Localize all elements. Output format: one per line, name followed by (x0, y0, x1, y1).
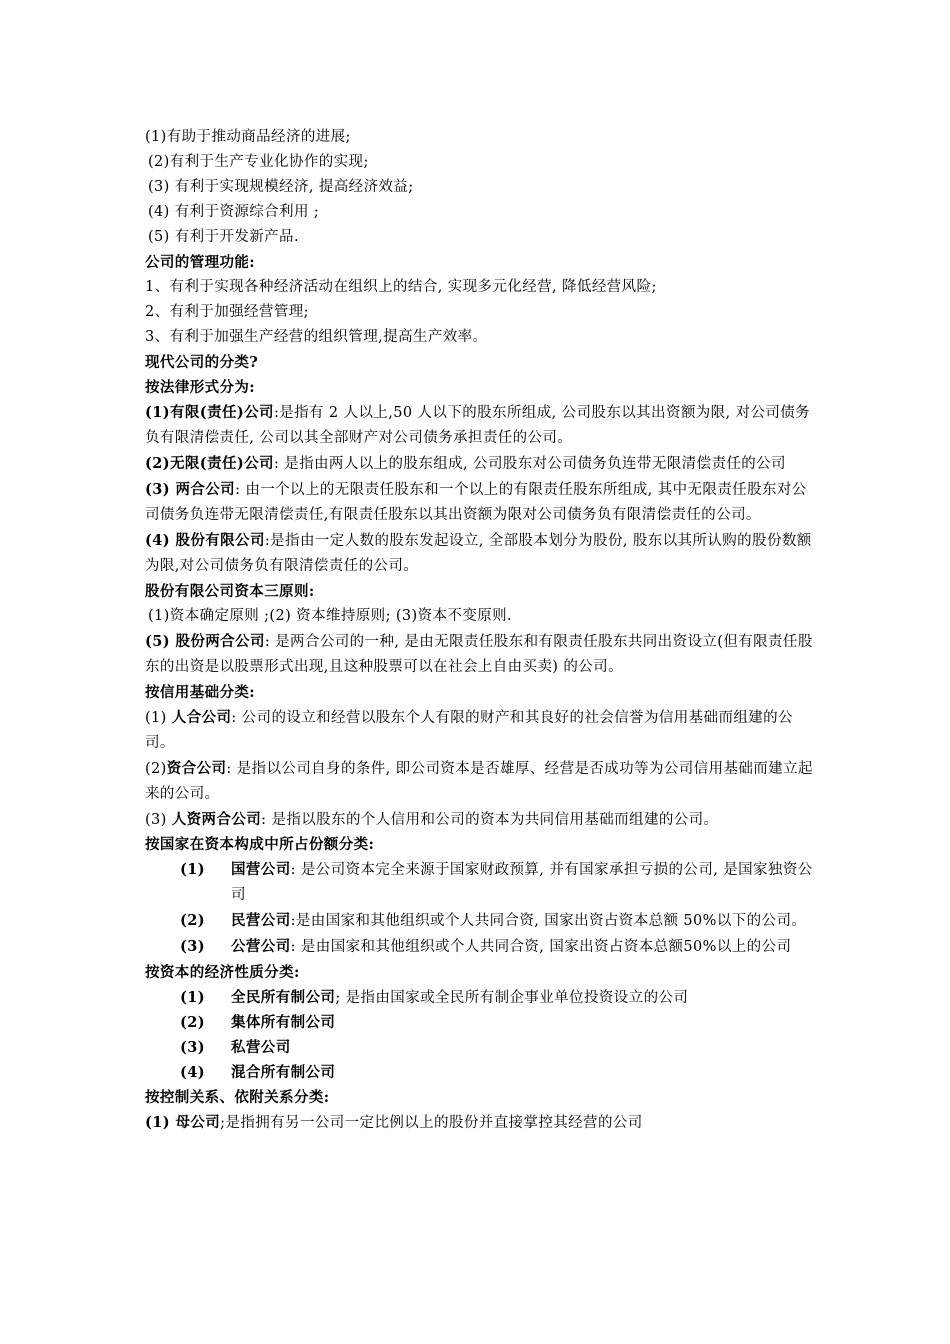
legal-item-2 (145, 451, 815, 477)
credit-item-1-num: (1) (145, 710, 172, 726)
credit-item-3-term: 人资两合公司 (171, 811, 262, 828)
credit-item-1-term: 人合公司 (171, 709, 232, 726)
legal-item-5-desc: : 是两合公司的一种, 是由无限责任股东和有限责任股东共同出资设立(但有限责任股东的出资是以股票形式出现,且这种股票可以在社会上自由买卖) 的公司。 (145, 634, 813, 675)
legal-item-1-desc: :是指有 2 人以上,50 人以下的股东所组成, 公司股东以其出资额为限, 对公司债务负有限清偿责任, 公司以其全部财产对公司债务承担责任的公司。 (145, 405, 811, 446)
state-share-heading: 按国家在资本构成中所占份额分类: (145, 836, 375, 853)
legal-item-4-desc: :是指由一定人数的股东发起设立, 全部股本划分为股份, 股东以其所认购的股份数额为限,对公司债务负有限清偿责任的公司。 (145, 533, 812, 574)
state-item-2-num: (2) (180, 912, 206, 929)
econ-item-1-num: (1) (180, 989, 206, 1006)
econ-item-1-term: 全民所有制公司 (231, 989, 336, 1006)
credit-item-2-term: 资合公司 (166, 760, 227, 777)
credit-item-1-desc: : 公司的设立和经营以股东个人有限的财产和其良好的社会信誉为信用基础而组建的公司。 (145, 710, 793, 751)
legal-form-heading: 按法律形式分为: (145, 379, 256, 396)
credit-item-3-num: (3) (145, 812, 172, 828)
credit-item-3 (145, 807, 815, 832)
econ-item-2 (145, 1010, 815, 1035)
management-item-1: 1、有利于实现各种经济活动在组织上的结合, 实现多元化经营, 降低经营风险; (145, 279, 657, 295)
state-item-3-term: 公营公司 (231, 938, 291, 955)
state-item-2-desc: :是由国家和其他组织或个人共同合资, 国家出资占资本总额 50%以下的公司。 (290, 913, 807, 929)
econ-item-4-num: (4) (180, 1064, 206, 1081)
legal-item-5-term: (5) 股份两合公司 (145, 633, 265, 650)
legal-item-4 (145, 528, 815, 579)
advantage-2: (2)有利于生产专业化协作的实现; (148, 154, 369, 170)
econ-item-4-term: 混合所有制公司 (231, 1064, 336, 1081)
credit-item-2-desc: : 是指以公司自身的条件, 即公司资本是否雄厚、经营是否成功等为公司信用基础而建立起来的公司。 (145, 761, 813, 802)
economic-nature-heading: 按资本的经济性质分类: (145, 964, 300, 981)
management-item-3: 3、有利于加强生产经营的组织管理,提高生产效率。 (145, 329, 488, 345)
econ-item-1 (145, 985, 815, 1010)
econ-item-2-num: (2) (180, 1014, 206, 1031)
control-item-1-term: (1) 母公司 (145, 1114, 221, 1131)
legal-item-3-desc: : 由一个以上的无限责任股东和一个以上的有限责任股东所组成, 其中无限责任股东对公司债务负连带无限清偿责任,有限责任股东以其出资额为限对公司债务负有限清偿责任的公司。 (145, 482, 807, 523)
state-item-1-desc: : 是公司资本完全来源于国家财政预算, 并有国家承担亏损的公司, 是国家独资公司 (231, 862, 813, 903)
state-item-1 (145, 857, 815, 908)
state-item-2-term: 民营公司 (231, 912, 291, 929)
state-item-1-term: 国营公司 (231, 861, 291, 878)
legal-item-1 (145, 400, 815, 451)
credit-item-3-desc: : 是指以股东的个人信用和公司的资本为共同信用基础而组建的公司。 (261, 812, 719, 828)
management-item-2: 2、有利于加强经营管理; (145, 304, 309, 320)
econ-item-1-desc: ; 是指由国家或全民所有制企事业单位投资设立的公司 (335, 990, 689, 1006)
management-heading: 公司的管理功能: (145, 254, 256, 271)
credit-heading: 按信用基础分类: (145, 684, 256, 701)
credit-item-2-num: (2) (145, 761, 167, 777)
econ-item-3-num: (3) (180, 1039, 206, 1056)
control-item-1 (145, 1110, 815, 1135)
legal-item-2-term: (2)无限(责任)公司 (145, 455, 274, 472)
capital-principles-text: (1)资本确定原则 ;(2) 资本维持原则; (3)资本不变原则. (148, 608, 513, 624)
credit-item-1 (145, 705, 815, 756)
state-item-2 (145, 908, 815, 934)
control-relation-heading: 按控制关系、依附关系分类: (145, 1089, 330, 1106)
advantage-4: (4) 有利于资源综合利用 ; (148, 204, 320, 220)
legal-item-1-term: (1)有限(责任)公司 (145, 404, 274, 421)
legal-item-5 (145, 629, 815, 680)
advantage-5: (5) 有利于开发新产品. (148, 229, 299, 245)
econ-item-4 (145, 1060, 815, 1085)
state-item-3 (145, 934, 815, 960)
document-page (145, 125, 815, 1135)
state-item-3-num: (3) (180, 938, 206, 955)
econ-item-2-term: 集体所有制公司 (231, 1014, 336, 1031)
advantage-1: (1)有助于推动商品经济的进展; (145, 129, 351, 145)
state-item-3-desc: : 是由国家和其他组织或个人共同合资, 国家出资占资本总额50%以上的公司 (290, 939, 792, 955)
advantage-3: (3) 有利于实现规模经济, 提高经济效益; (148, 179, 414, 195)
state-item-1-num: (1) (180, 861, 206, 878)
econ-item-3-term: 私营公司 (231, 1039, 291, 1056)
legal-item-3 (145, 477, 815, 528)
control-item-1-desc: ;是指拥有另一公司一定比例以上的股份并直接掌控其经营的公司 (220, 1115, 643, 1131)
econ-item-3 (145, 1035, 815, 1060)
legal-item-2-desc: : 是指由两人以上的股东组成, 公司股东对公司债务负连带无限清偿责任的公司 (273, 456, 786, 472)
classification-heading: 现代公司的分类? (145, 354, 259, 371)
legal-item-4-term: (4) 股份有限公司 (145, 532, 265, 549)
capital-principles-heading: 股份有限公司资本三原则: (145, 583, 315, 600)
credit-item-2 (145, 756, 815, 807)
legal-item-3-term: (3) 两合公司 (145, 481, 236, 498)
